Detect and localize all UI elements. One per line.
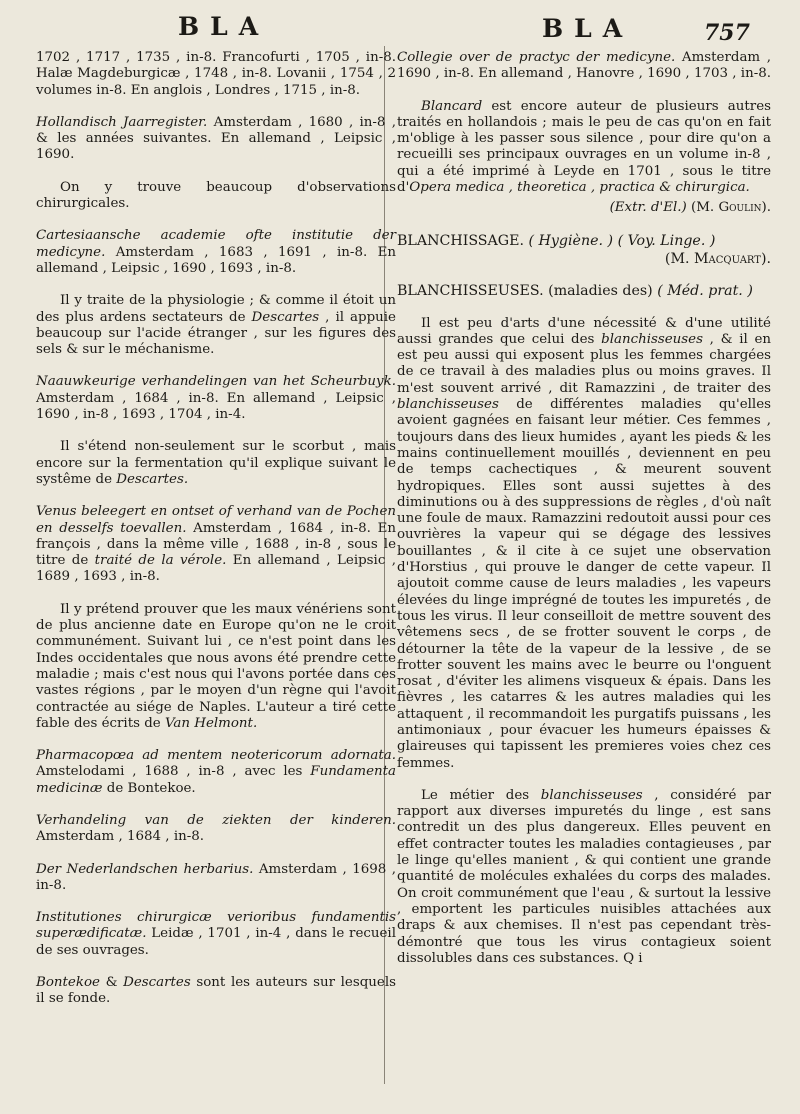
entry-paragraph: Der Nederlandschen herbarius. Amsterdam , 1698 , in-8. (36, 861, 396, 893)
entry-paragraph: Blancard est encore auteur de plusieurs autres traités en hollandois ; mais le peu de cas qu'on en fait m'oblige à les passer sous silence , pour dire qu'on a recueilli ses principaux ouvrages en un volume in-8 , qui a été imprimé à Leyde en 1701 , sous le titre d'Opera medica , theoretica , practica & chirurgica. (397, 98, 771, 196)
author-signature: (Extr. d'El.) (M. Goulin). (609, 200, 771, 216)
page-number: 757 (704, 20, 750, 46)
entry-heading-blanchissage: BLANCHISSAGE. ( Hygiène. ) ( Voy. Linge. ) (M. Macquart). (397, 232, 771, 267)
entry-paragraph: Il est peu d'arts d'une nécessité & d'une utilité aussi grandes que celui des blanchisseuses , & il en est peu aussi qui exposent plus les femmes chargées de ce travail à des maladies plus ou moins graves. Il m'est souvent arrivé , dit Ramazzini , de traiter des blanchisseuses de différentes maladies qu'elles avoient gagnées en faisant leur métier. Ces femmes , toujours dans des lieux humides , ayant les pieds & les mains continuellement mouillés , deviennent en peu de temps cachectiques , & meurent souvent hydropiques. Elles sont aussi sujettes à des diminutions ou à des suppressions de règles , d'où naît une foule de maux. Ramazzini redoutoit aussi pour ces ouvrières la vapeur qui se dégage des lessives bouillantes , & il cite à ce sujet une observation d'Horstius , qui prouve le danger de cette vapeur. Il ajoutoit comme cause de leurs maladies , les vapeurs élevées du linge imprégné de toutes les impuretés , de tous les virus. Il leur conseilloit de mettre souvent des vêtemens secs , de se frotter souvent le corps , de détourner la tête de la vapeur de la lessive , de se frotter souvent les mains avec le beurre ou l'onguent rosat , d'éviter les alimens visqueux & épais. Dans les fièvres , les catarres & les autres maladies qui les attaquent , il recommandoit les purgatifs puissans , les antimoniaux , pour évacuer les humeurs épaisses & glaireuses qui tapissent les premieres voies chez ces femmes. (397, 315, 772, 771)
left-running-head: BLA (178, 12, 270, 41)
right-running-head: BLA (542, 14, 634, 43)
entry-paragraph: Institutiones chirurgicæ verioribus fundamentis superædificatæ. Leidæ , 1701 , in-4 , dans le recueil de ses ouvrages. (36, 910, 396, 958)
left-column (36, 50, 396, 1024)
entry-paragraph: Hollandisch Jaarregister. Amsterdam , 1680 , in-8 , & les années suivantes. En allemand , Leipsic , 1690. (36, 114, 396, 163)
entry-paragraph: Pharmacopœa ad mentem neotericorum adornata. Amstelodami , 1688 , in-8 , avec les Fundamenta medicinæ de Bontekoe. (36, 748, 396, 796)
entry-paragraph: Bontekoe & Descartes sont les auteurs sur lesquels il se fonde. (36, 975, 396, 1007)
entry-paragraph: Il y traite de la physiologie ; & comme il étoit un des plus ardens sectateurs de Descartes , il appuie beaucoup sur l'acide étranger , sur les figures des sels & sur le méchanisme. (36, 293, 396, 358)
entry-paragraph: On y trouve beaucoup d'observations chirurgicales. (36, 179, 396, 212)
entry-paragraph: Le métier des blanchisseuses , considéré par rapport aux diverses impuretés du linge , est sans contredit un des plus dangereux. Elles peuvent en effet contracter toutes les maladies contagieuses , par le linge qu'elles manient , & qui contient une grande quantité de molécules exhalées du corps des malades. On croit communément que l'eau , & surtout la lessive , emportent les particules nuisibles attachées aux draps & aux chemises. Il n'est pas cependant très-démontré que tous les virus contagieux soient dissolubles dans ces substances. Q i (397, 787, 771, 966)
author-signature: (M. Macquart). (664, 250, 771, 267)
entry-paragraph: 1702 , 1717 , 1735 , in-8. Francofurti , 1705 , in-8. Halæ Magdeburgicæ , 1748 , in-8. Lovanii , 1754 , 2 volumes in-8. En anglois , Londres , 1715 , in-8. (36, 50, 396, 98)
entry-paragraph: Verhandeling van de ziekten der kinderen. Amsterdam , 1684 , in-8. (36, 812, 396, 845)
entry-paragraph: Naauwkeurige verhandelingen van het Scheurbuyk. Amsterdam , 1684 , in-8. En allemand , Leipsic , 1690 , in-8 , 1693 , 1704 , in-4. (36, 374, 396, 423)
entry-paragraph: Il y prétend prouver que les maux vénériens sont de plus ancienne date en Europe qu'on ne le croit communément. Suivant lui , ce n'est point dans les Indes occidentales que nous avons été prendre cette maladie ; mais c'est nous qui l'avons portée dans ces vastes régions , par le moyen d'un règne qui l'avoit contractée au siége de Naples. L'auteur a tiré cette fable des écrits de Van Helmont. (36, 601, 396, 731)
entry-paragraph: Il s'étend non-seulement sur le scorbut , mais encore sur la fermentation qu'il explique suivant le systême de Descartes. (36, 439, 396, 487)
entry-paragraph: Cartesiaansche academie ofte institutie der medicyne. Amsterdam , 1683 , 1691 , in-8. En allemand , Leipsic , 1690 , 1693 , in-8. (36, 228, 396, 276)
right-column (397, 50, 771, 983)
entry-heading-blanchisseuses: BLANCHISSEUSES. (maladies des) ( Méd. prat. ) (397, 283, 753, 300)
entry-paragraph: Venus beleegert en ontset of verhand van de Pochen en desselfs toevallen. Amsterdam , 1684 , in-8. En françois , dans la même ville , 1688 , in-8 , sous le titre de traité de la vérole. En allemand , Leipsic , 1689 , 1693 , in-8. (36, 504, 396, 585)
entry-paragraph: Collegie over de practyc der medicyne. Amsterdam , 1690 , in-8. En allemand , Hanovre , 1690 , 1703 , in-8. (397, 50, 772, 82)
